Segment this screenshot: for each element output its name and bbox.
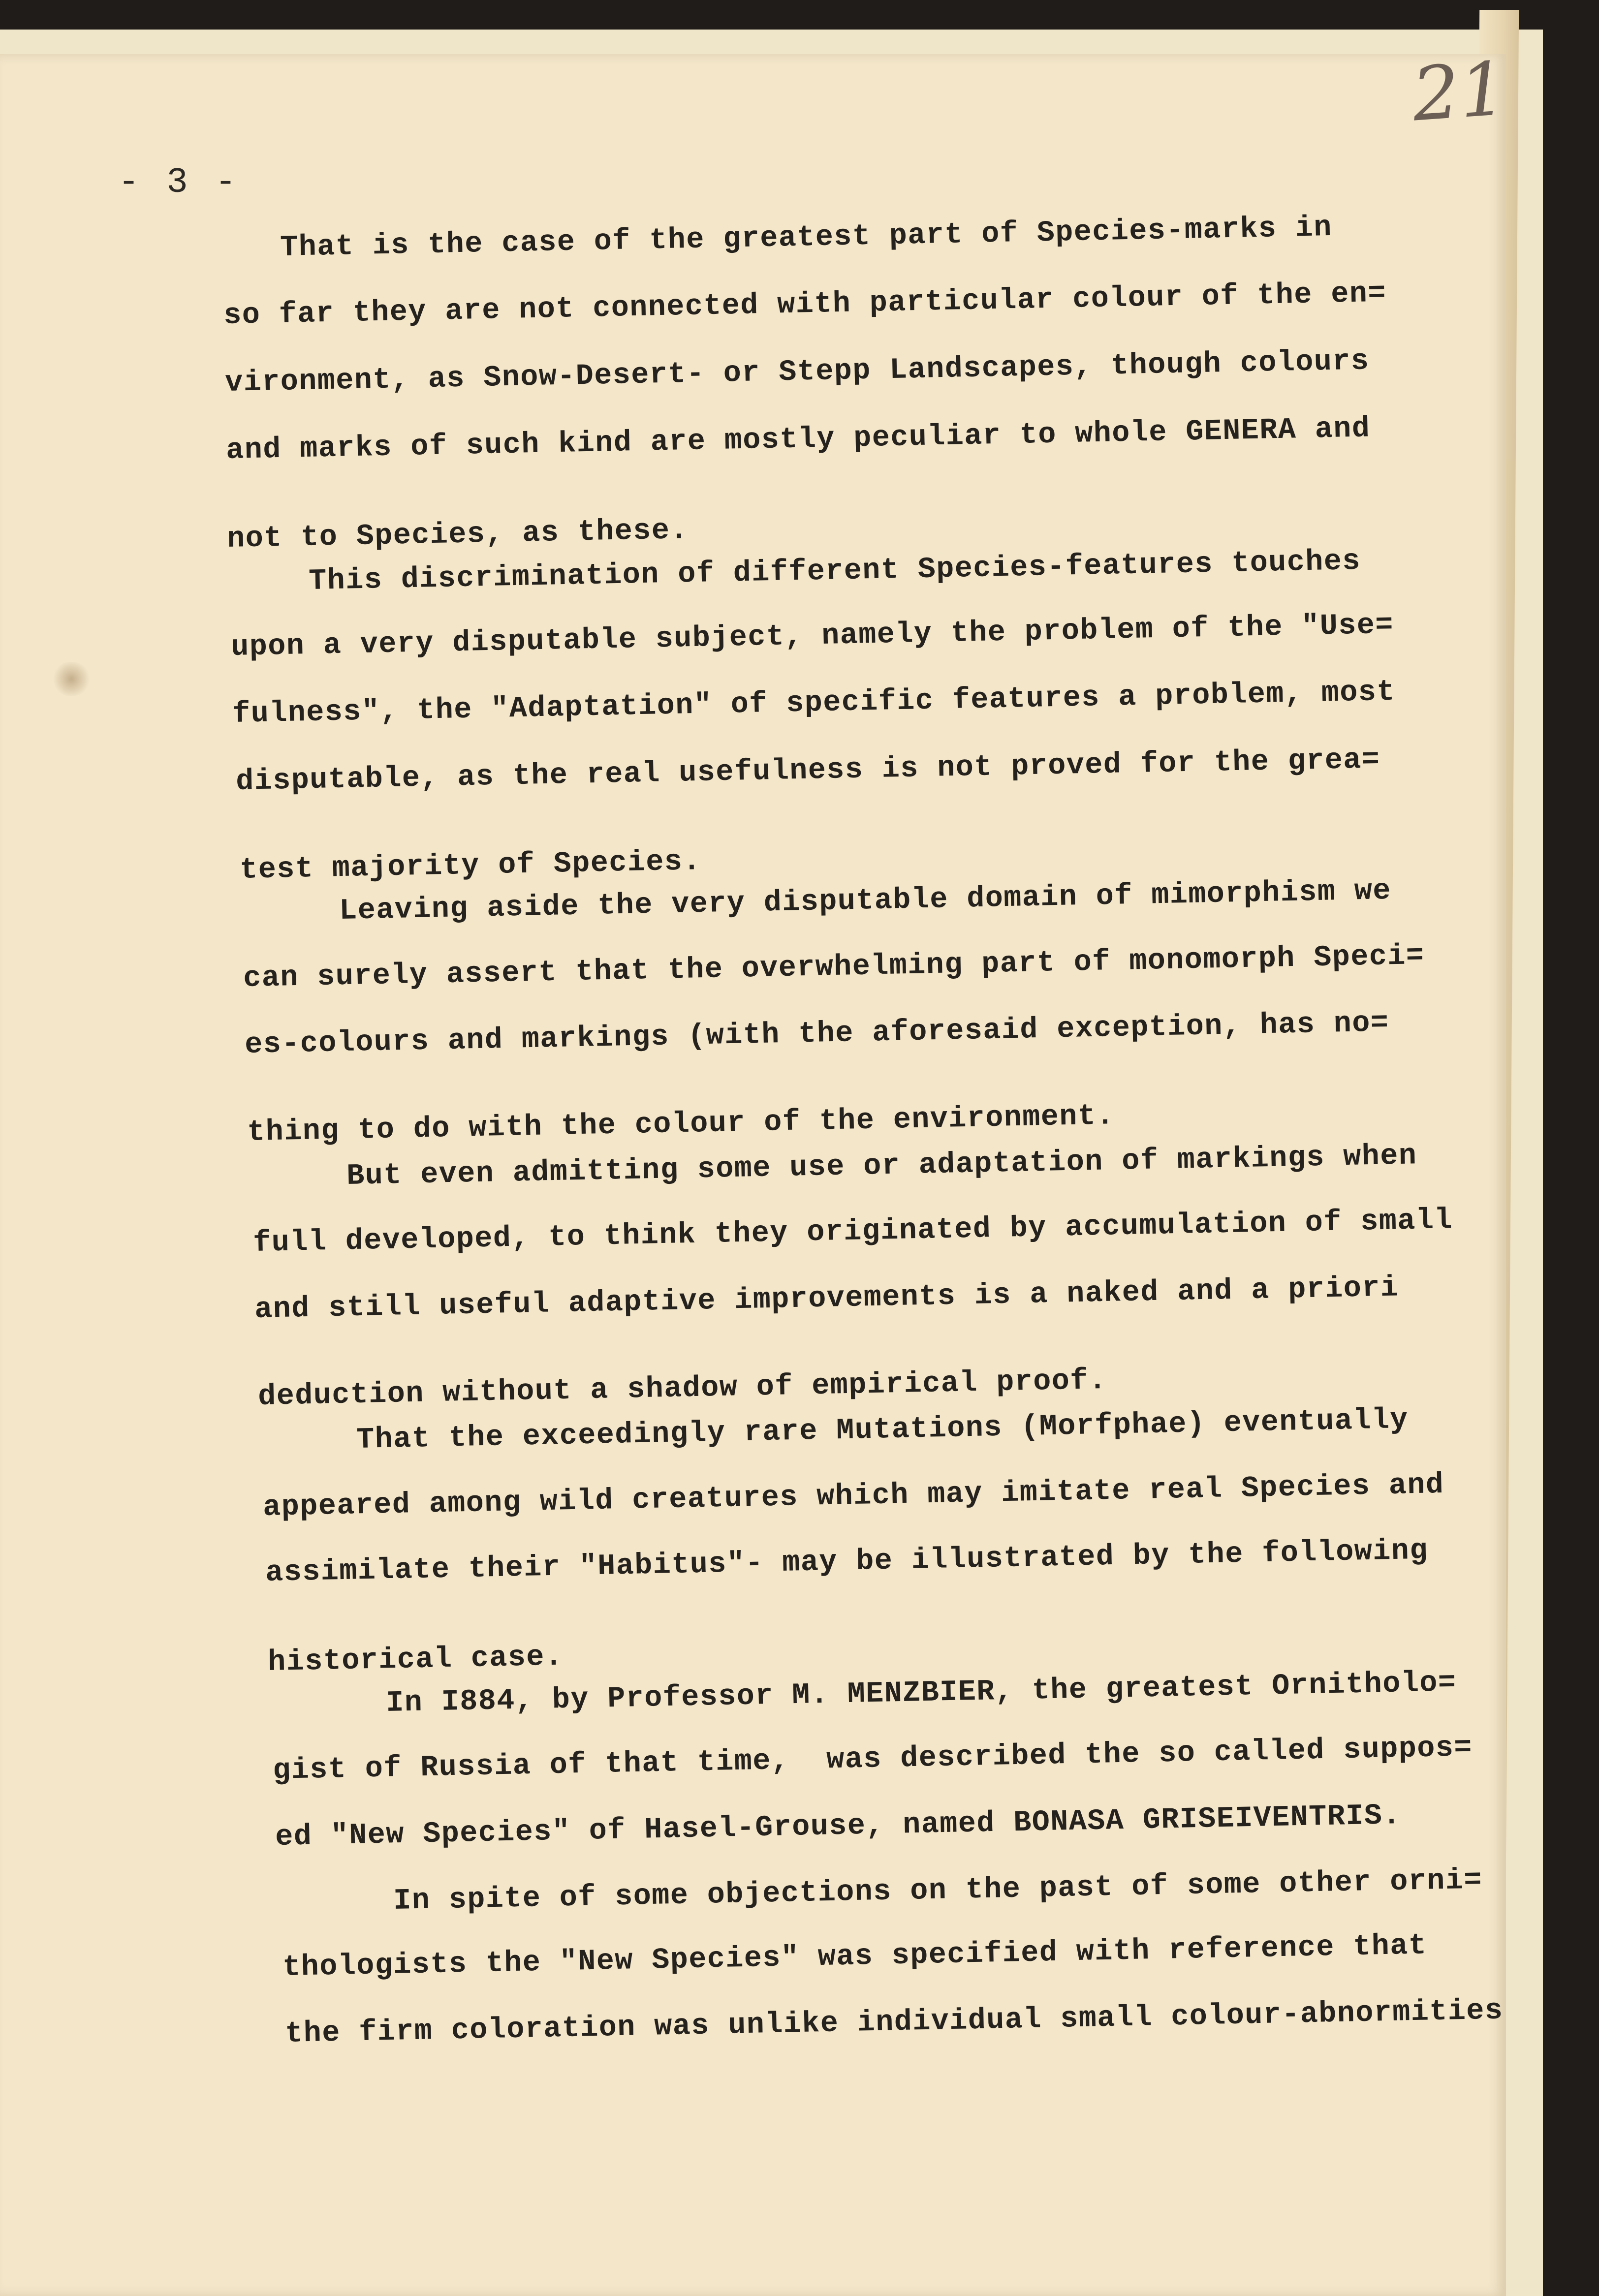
text-line: the firm coloration was unlike individual small colour-abnormities	[284, 1994, 1504, 2051]
folio-number: 21	[1410, 46, 1509, 138]
page-number: - 3 -	[118, 162, 240, 203]
text-line: Leaving aside the very disputable domain of mimorphism we	[339, 874, 1392, 928]
text-line: can surely assert that the overwhelming part of monomorph Speci=	[243, 939, 1425, 995]
text-line: ed "New Species" of Hasel-Grouse, named BONASA GRISEIVENTRIS.	[275, 1799, 1402, 1854]
text-line: In I884, by Professor M. MENZBIER, the greatest Ornitholo=	[385, 1666, 1457, 1720]
text-line: vironment, as Snow-Desert- or Stepp Landscapes, though colours	[224, 344, 1370, 400]
text-line: historical case.	[267, 1640, 564, 1679]
text-line: disputable, as the real usefulness is not proved for the grea=	[235, 743, 1380, 799]
text-line: thing to do with the colour of the environment.	[247, 1099, 1115, 1149]
text-line: thologists the "New Species" was specified with reference that	[282, 1929, 1427, 1985]
text-line: gist of Russia of that time, was described the so called suppos=	[272, 1731, 1473, 1788]
text-line: upon a very disputable subject, namely the problem of the "Use=	[230, 608, 1394, 664]
text-line: fulness", the "Adaptation" of specific features a problem, most	[232, 675, 1396, 731]
text-line: and marks of such kind are mostly peculiar to whole GENERA and	[225, 412, 1371, 467]
text-line: In spite of some objections on the past of some other orni=	[393, 1863, 1483, 1918]
text-line: That is the case of the greatest part of Species-marks in	[280, 211, 1333, 265]
text-line: That the exceedingly rare Mutations (Morfphae) eventually	[356, 1403, 1409, 1457]
text-line: assimilate their "Habitus"- may be illustrated by the following	[265, 1534, 1429, 1590]
text-line: so far they are not connected with particular colour of the en=	[223, 277, 1387, 333]
text-line: es-colours and markings (with the aforesaid exception, has no=	[244, 1006, 1389, 1062]
text-line: not to Species, as these.	[226, 514, 689, 556]
text-line: test majority of Species.	[239, 845, 702, 887]
text-line: This discrimination of different Species-features touches	[308, 544, 1361, 598]
text-line: deduction without a shadow of empirical proof.	[257, 1364, 1107, 1414]
text-line: and still useful adaptive improvements is a naked and a priori	[254, 1271, 1399, 1327]
text-line: appeared among wild creatures which may imitate real Species and	[262, 1468, 1444, 1524]
text-line: full developed, to think they originated by accumulation of small	[252, 1204, 1453, 1260]
text-line: But even admitting some use or adaptation of markings when	[346, 1139, 1417, 1193]
